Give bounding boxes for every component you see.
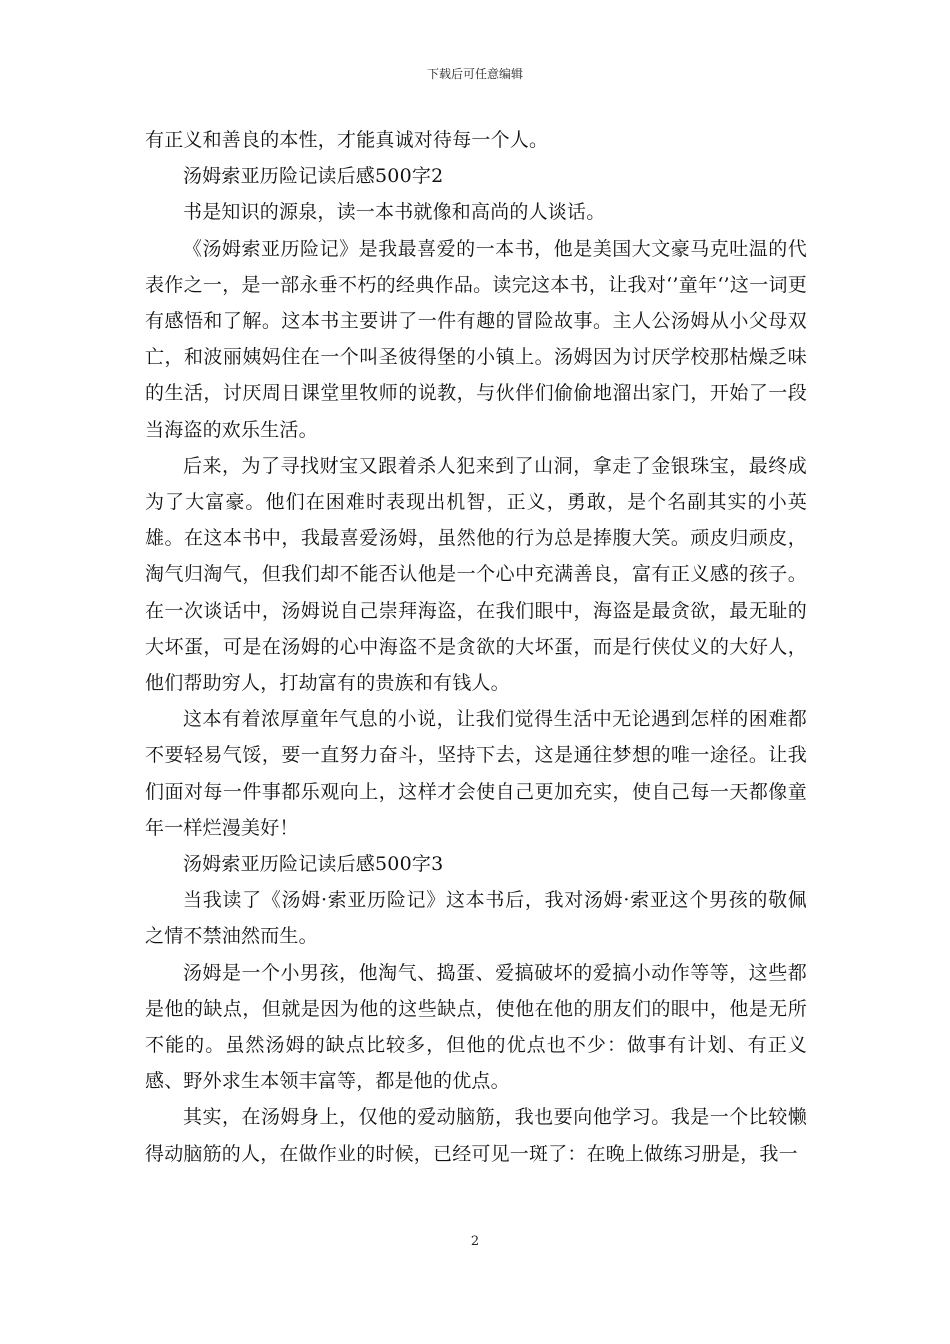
paragraph: 《汤姆索亚历险记》是我最喜爱的一本书，他是美国大文豪马克吐温的代表作之一，是一部永垂不朽的经典作品。读完这本书，让我对‘’童年‘’这一词更有感悟和了解。这本书主要讲了一件有趣的冒险故事。主人公汤姆从小父母双亡，和波丽姨妈住在一个叫圣彼得堡的小镇上。汤姆因为讨厌学校那枯燥乏味的生活，讨厌周日课堂里牧师的说教，与伙伴们偷偷地溜出家门，开始了一段当海盗的欢乐生活。 [145, 237, 807, 441]
paragraph: 当我读了《汤姆·索亚历险记》这本书后，我对汤姆·索亚这个男孩的敬佩之情不禁油然而生。 [145, 889, 807, 948]
section-heading-2: 汤姆索亚历险记读后感500字2 [183, 165, 444, 188]
paragraph: 书是知识的源泉，读一本书就像和高尚的人谈话。 [183, 201, 606, 224]
section-heading-3: 汤姆索亚历险记读后感500字3 [183, 853, 444, 876]
paragraph: 其实，在汤姆身上，仅他的爱动脑筋，我也要向他学习。我是一个比较懒得动脑筋的人，在做作业的时候，已经可见一斑了：在晚上做练习册是，我一 [145, 1106, 807, 1165]
paragraph: 后来，为了寻找财宝又跟着杀人犯来到了山洞，拿走了金银珠宝，最终成为了大富豪。他们在困难时表现出机智，正义，勇敢，是个名副其实的小英雄。在这本书中，我最喜爱汤姆，虽然他的行为总是捧腹大笑。顽皮归顽皮，淘气归淘气，但我们却不能否认他是一个心中充满善良，富有正义感的孩子。在一次谈话中，汤姆说自己崇拜海盗，在我们眼中，海盗是最贪欲，最无耻的大坏蛋，可是在汤姆的心中海盗不是贪欲的大坏蛋，而是行侠仗义的大好人，他们帮助穷人，打劫富有的贵族和有钱人。 [145, 454, 807, 695]
paragraph: 汤姆是一个小男孩，他淘气、捣蛋、爱搞破坏的爱搞小动作等等，这些都是他的缺点，但就是因为他的这些缺点，使他在他的朋友们的眼中，他是无所不能的。虽然汤姆的缺点比较多，但他的优点也不少：做事有计划、有正义感、野外求生本领丰富等，都是他的优点。 [145, 961, 807, 1093]
paragraph: 这本有着浓厚童年气息的小说，让我们觉得生活中无论遇到怎样的困难都不要轻易气馁，要一直努力奋斗，坚持下去，这是通往梦想的唯一途径。让我们面对每一件事都乐观向上，这样才会使自己更加充实，使自己每一天都像童年一样烂漫美好！ [145, 708, 807, 839]
page-header: 下载后可任意编辑 [426, 67, 523, 81]
document-body [145, 122, 807, 1172]
paragraph-continued: 有正义和善良的本性，才能真诚对待每一个人。 [145, 129, 549, 151]
page-number: 2 [470, 1234, 480, 1249]
